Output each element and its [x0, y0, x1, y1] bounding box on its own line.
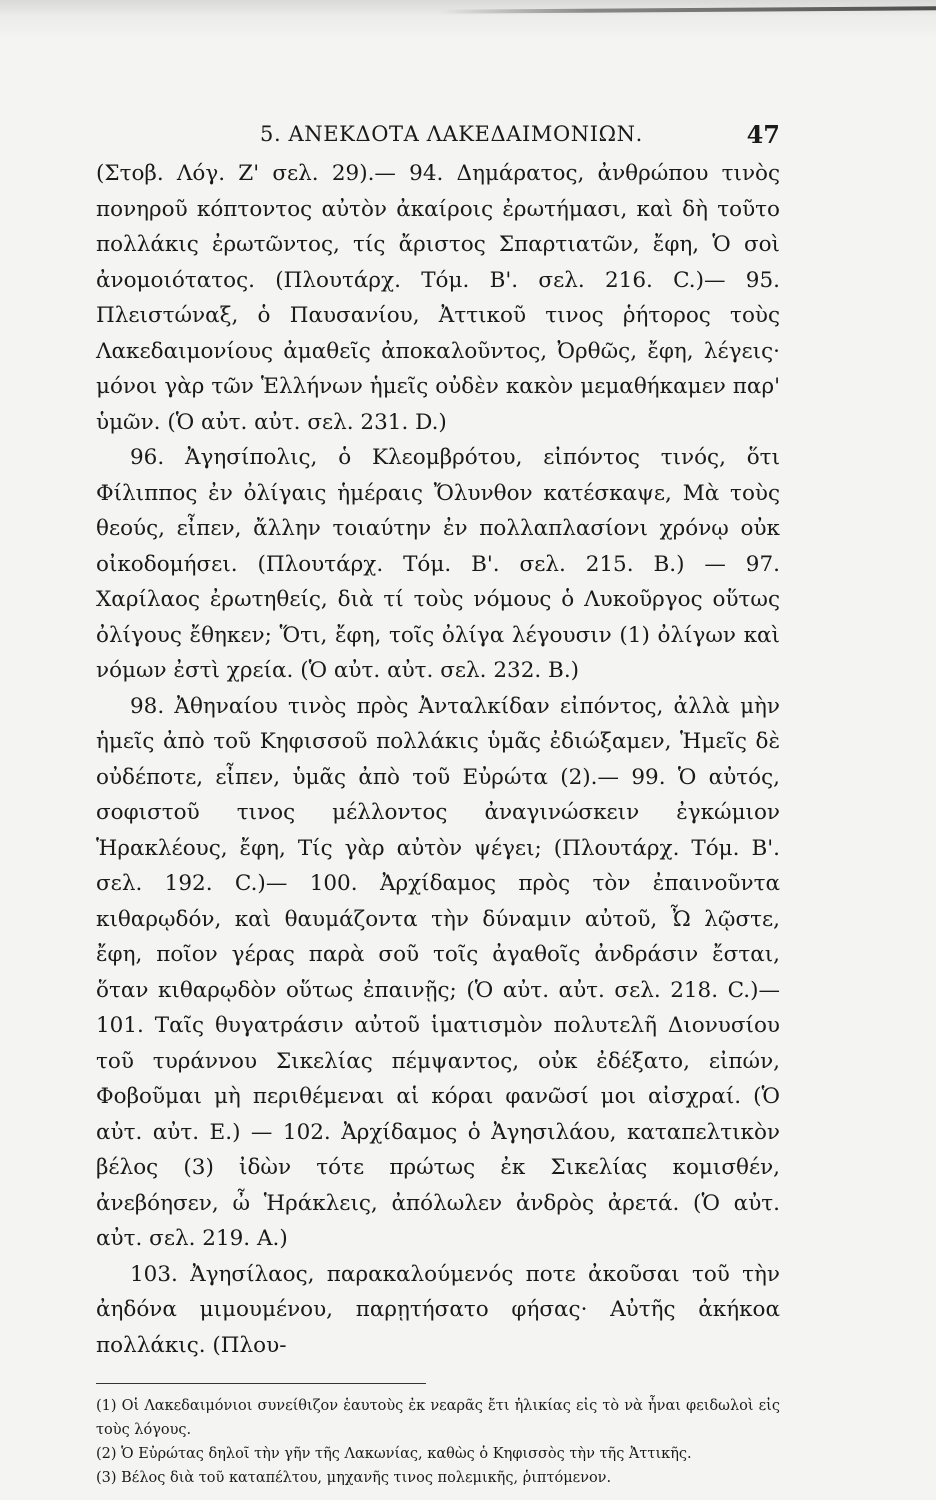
footnote-2: (2) Ὁ Εὐρώτας δηλοῖ τὴν γῆν τῆς Λακωνίας, καθὼς ὁ Κηφισσὸς τὴν τῆς Ἀττικῆς.: [96, 1446, 692, 1462]
paragraph-103: 103. Ἀγησίλαος, παρακαλούμενός ποτε ἀκοῦσαι τοῦ τὴν ἀηδόνα μιμουμένου, παρῃτήσατο φήσας· Αὐτῆς ἀκήκοα πολλάκις. (Πλου-: [96, 1261, 780, 1358]
footnotes-section: [96, 1383, 780, 1490]
footnote-list: [96, 1394, 780, 1490]
main-text: [96, 156, 780, 1363]
running-title: 5. ΑΝΕΚΔΟΤΑ ΛΑΚΕΔΑΙΜΟΝΙΩΝ.: [260, 122, 643, 146]
book-page: [96, 112, 780, 1486]
paragraph-96-97: 96. Ἀγησίπολις, ὁ Κλεομβρότου, εἰπόντος τινός, ὅτι Φίλιππος ἐν ὀλίγαις ἡμέραις Ὄλυνθον κατέσκαψε, Μὰ τοὺς θεούς, εἶπεν, ἄλλην τοιαύτην ἐν πολλαπλασίονι χρόνῳ οὐκ οἰκοδομήσει. (Πλουτάρχ. Τόμ. Β'. σελ. 215. B.) — 97. Χαρίλαος ἐρωτηθείς, διὰ τί τοὺς νόμους ὁ Λυκοῦργος οὕτως ὀλίγους ἔθηκεν; Ὅτι, ἔφη, τοῖς ὀλίγα λέγουσιν (1) ὀλίγων καὶ νόμων ἐστὶ χρεία. (Ὁ αὐτ. αὐτ. σελ. 232. B.): [96, 445, 780, 683]
scan-top-edge: [0, 0, 936, 40]
page-number: 47: [746, 120, 780, 149]
footnote-3: (3) Βέλος διὰ τοῦ καταπέλτου, μηχανῆς τινος πολεμικῆς, ῥιπτόμενον.: [96, 1470, 612, 1486]
paragraph-98-102: 98. Ἀθηναίου τινὸς πρὸς Ἀνταλκίδαν εἰπόντος, ἀλλὰ μὴν ἡμεῖς ἀπὸ τοῦ Κηφισσοῦ πολλάκις ὑμᾶς ἐδιώξαμεν, Ἡμεῖς δὲ οὐδέποτε, εἶπεν, ὑμᾶς ἀπὸ τοῦ Εὐρώτα (2).— 99. Ὁ αὐτός, σοφιστοῦ τινος μέλλοντος ἀναγινώσκειν ἐγκώμιον Ἡρακλέους, ἔφη, Τίς γὰρ αὐτὸν ψέγει; (Πλουτάρχ. Τόμ. Β'. σελ. 192. C.)— 100. Ἀρχίδαμος πρὸς τὸν ἐπαινοῦντα κιθαρῳδόν, καὶ θαυμάζοντα τὴν δύναμιν αὐτοῦ, Ὦ λῷστε, ἔφη, ποῖον γέρας παρὰ σοῦ τοῖς ἀγαθοῖς ἀνδράσιν ἔσται, ὅταν κιθαρῳδὸν οὕτως ἐπαινῇς; (Ὁ αὐτ. αὐτ. σελ. 218. C.)— 101. Ταῖς θυγατράσιν αὐτοῦ ἱματισμὸν πολυτελῆ Διονυσίου τοῦ τυράννου Σικελίας πέμψαντος, οὐκ ἐδέξατο, εἰπών, Φοβοῦμαι μὴ περιθέμεναι αἱ κόραι φανῶσί μοι αἰσχραί. (Ὁ αὐτ. αὐτ. E.) — 102. Ἀρχίδαμος ὁ Ἀγησιλάου, καταπελτικὸν βέλος (3) ἰδὼν τότε πρώτως ἐκ Σικελίας κομισθέν, ἀνεβόησεν, ὦ Ἡράκλεις, ἀπόλωλεν ἀνδρὸς ἀρετά. (Ὁ αὐτ. αὐτ. σελ. 219. A.): [96, 693, 780, 1251]
paragraph-94-95: (Στοβ. Λόγ. Ζ' σελ. 29).— 94. Δημάρατος, ἀνθρώπου τινὸς πονηροῦ κόπτοντος αὐτὸν ἀκαίροις ἐρωτήμασι, καὶ δὴ τοῦτο πολλάκις ἐρωτῶντος, τίς ἄριστος Σπαρτιατῶν, ἔφη, Ὁ σοὶ ἀνομοιότατος. (Πλουτάρχ. Τόμ. Β'. σελ. 216. C.)— 95. Πλειστώναξ, ὁ Παυσανίου, Ἀττικοῦ τινος ῥήτορος τοὺς Λακεδαιμονίους ἀμαθεῖς ἀποκαλοῦντος, Ὀρθῶς, ἔφη, λέγεις· μόνοι γὰρ τῶν Ἑλλήνων ἡμεῖς οὐδὲν κακὸν μεμαθήκαμεν παρ' ὑμῶν. (Ὁ αὐτ. αὐτ. σελ. 231. D.): [96, 161, 780, 435]
footnote-1: (1) Οἱ Λακεδαιμόνιοι συνείθιζον ἑαυτοὺς ἐκ νεαρᾶς ἔτι ἡλικίας εἰς τὸ νὰ ἦναι φειδωλοὶ εἰς τοὺς λόγους.: [96, 1398, 780, 1438]
running-head: [96, 112, 780, 156]
